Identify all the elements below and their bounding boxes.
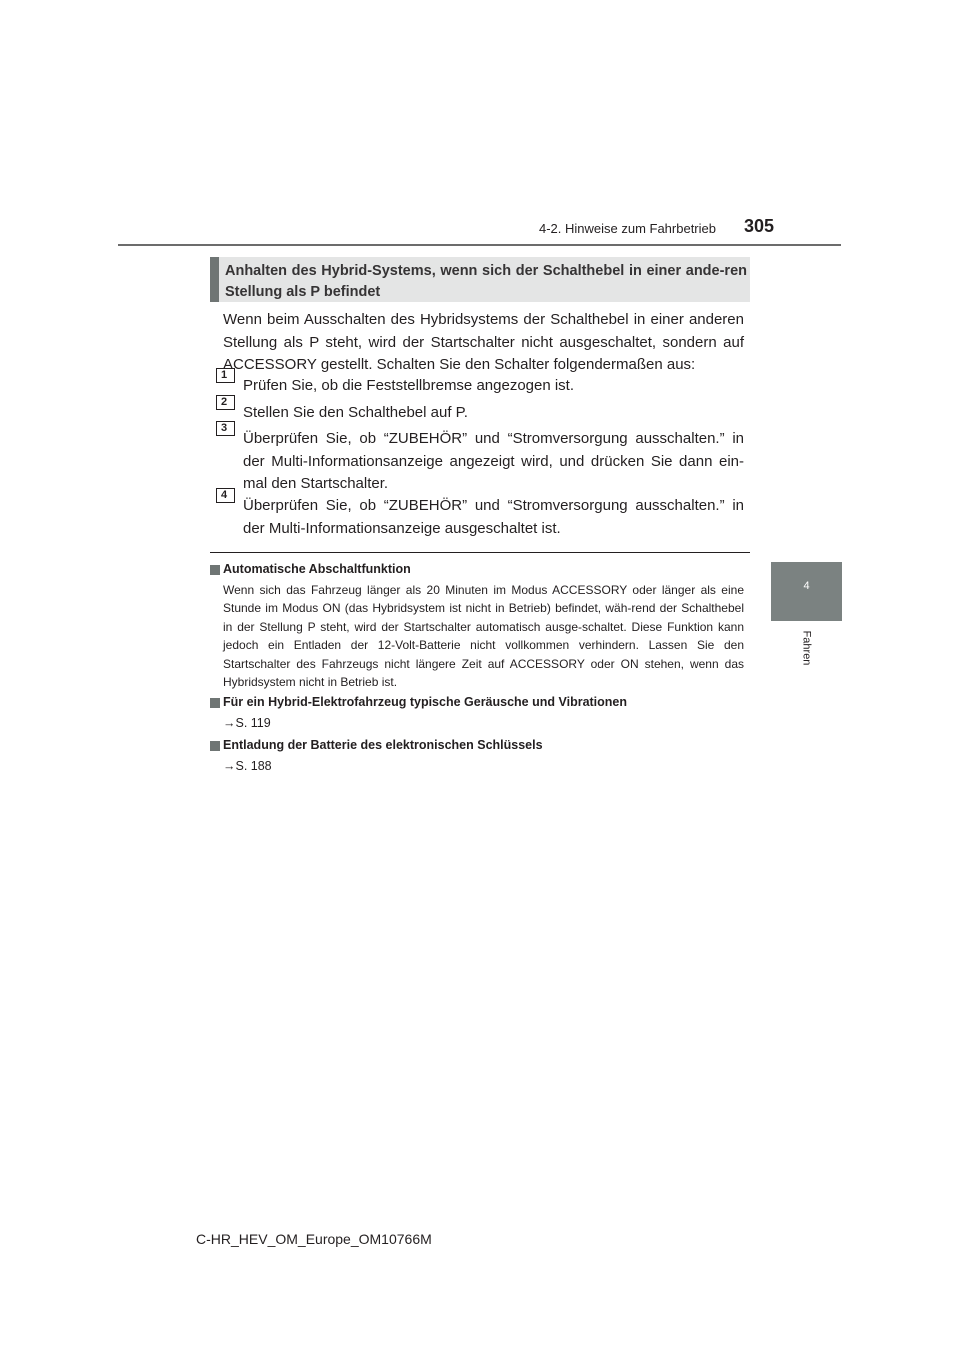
note-title: Für ein Hybrid-Elektrofahrzeug typische Geräusche und Vibrationen [223, 695, 628, 709]
page-number: 305 [743, 216, 774, 236]
note-title: Automatische Abschaltfunktion [223, 562, 411, 576]
notes-divider [210, 552, 750, 553]
page-reference: →S. 119 [223, 716, 271, 730]
step-number-box: 3 [216, 421, 235, 436]
topic-heading-box [210, 257, 750, 302]
step-text: Stellen Sie den Schalthebel auf P. [243, 404, 468, 421]
note-body: Wenn sich das Fahrzeug länger als 20 Minuten im Modus ACCESSORY oder länger als eine Stunde im Modus ON (das Hybridsystem ist nicht in Betrieb) befindet, wäh-rend der Schalthebel in der Stellung P steht, wird der Startschalter automatisch ausge-schaltet. Diese Funktion kann jedoch ein Entladen der 12-Volt-Batterie nicht vollkommen verhindern. Lassen Sie den Startschalter des Fahrzeugs nicht längere Zeit auf ACCESSORY oder ON stehen, wenn das Hybridsystem nicht in Betrieb ist. [223, 583, 744, 690]
chapter-number: 4 [803, 580, 810, 592]
header-divider [118, 244, 841, 246]
chapter-title-text: Fahren [799, 630, 812, 666]
note-hybrid-noises [210, 694, 744, 732]
step-text: Überprüfen Sie, ob “ZUBEHÖR” und “Stromversorgung ausschalten.” in der Multi-Informationsanzeige ausgeschaltet ist. [243, 497, 744, 537]
step-number-box: 1 [216, 368, 235, 383]
note-title: Entladung der Batterie des elektronischen Schlüssels [223, 738, 543, 752]
chapter-title [784, 626, 828, 670]
note-automatic-shutoff [210, 561, 744, 691]
page-reference: →S. 188 [223, 759, 272, 773]
intro-paragraph: Wenn beim Ausschalten des Hybridsystems der Schalthebel in einer anderen Stellung als P steht, wird der Startschalter nicht ausgeschaltet, sondern auf ACCESSORY gestellt. Schalten Sie den Schalter folgendermaßen aus: [223, 311, 744, 373]
square-bullet-icon [210, 741, 220, 751]
step-number-box: 4 [216, 488, 235, 503]
step-text: Überprüfen Sie, ob “ZUBEHÖR” und “Stromversorgung ausschalten.” in der Multi-Informationsanzeige angezeigt wird, und drücken Sie dann ein-mal den Startschalter. [243, 430, 744, 492]
step-text: Prüfen Sie, ob die Feststellbremse angezogen ist. [243, 377, 575, 394]
footer-document-id: C-HR_HEV_OM_Europe_OM10766M [196, 1231, 432, 1247]
chapter-tab [771, 562, 842, 621]
square-bullet-icon [210, 698, 220, 708]
section-label: 4-2. Hinweise zum Fahrbetrieb [538, 221, 716, 236]
step-number-box: 2 [216, 395, 235, 410]
square-bullet-icon [210, 565, 220, 575]
topic-title: Anhalten des Hybrid-Systems, wenn sich der Schalthebel in einer ande-ren Stellung als P befindet [225, 263, 747, 300]
note-key-battery [210, 737, 744, 775]
